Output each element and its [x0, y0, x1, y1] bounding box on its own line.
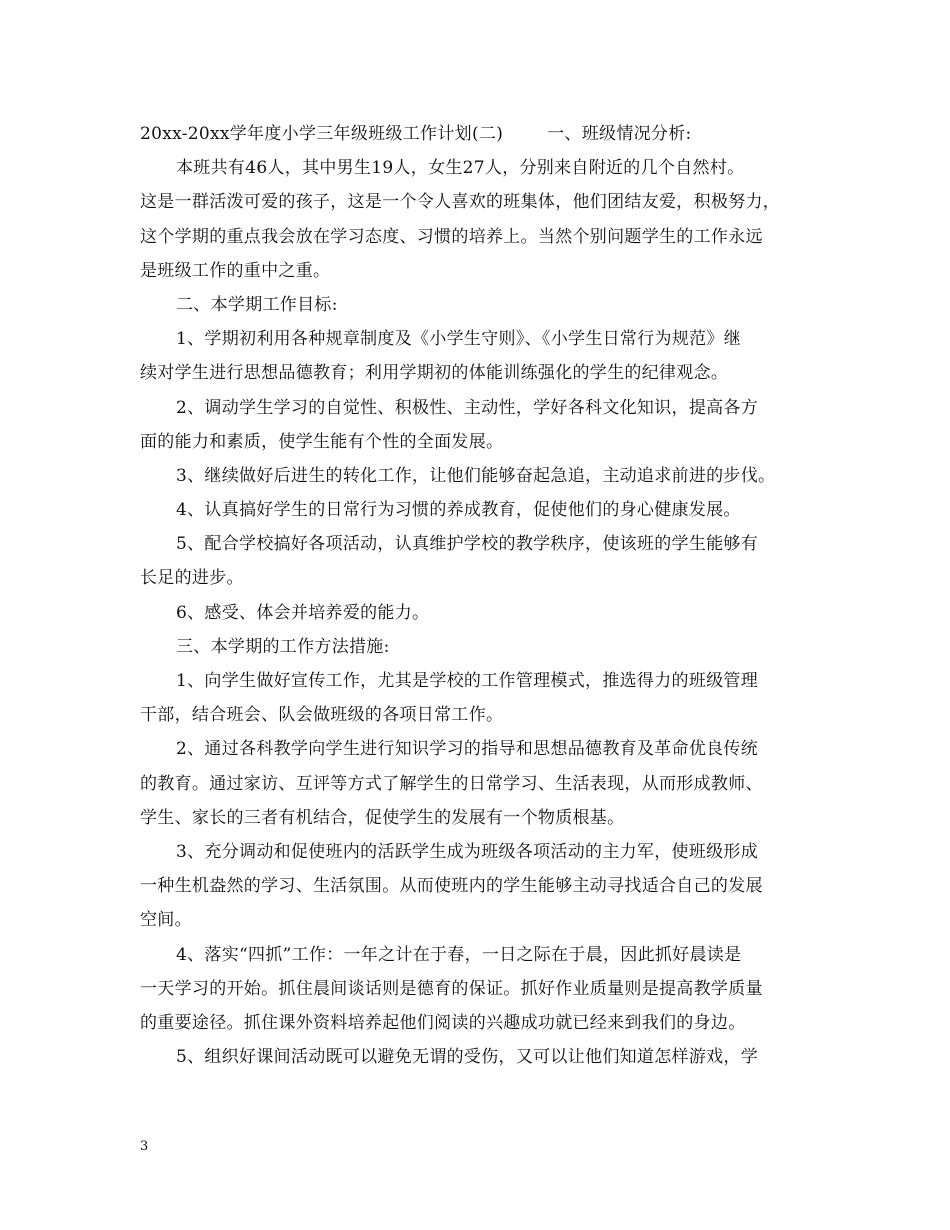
section-heading-goals: 二、本学期工作目标:	[176, 294, 338, 315]
method-item-line: 干部，结合班会、队会做班级的各项日常工作。	[140, 705, 504, 726]
goal-item-line: 长足的进步。	[140, 568, 244, 589]
section-heading-methods: 三、本学期的工作方法措施:	[176, 636, 390, 657]
method-item-line: 学生、家长的三者有机结合，促使学生的发展有一个物质根基。	[140, 807, 625, 828]
method-item-line: 的重要途径。抓住课外资料培养起他们阅读的兴趣成功就已经来到我们的身边。	[140, 1012, 746, 1033]
goal-item-line: 面的能力和素质，使学生能有个性的全面发展。	[140, 431, 504, 452]
method-item-line: 的教育。通过家访、互评等方式了解学生的日常学习、生活表现，从而形成教师、	[140, 773, 763, 794]
goal-item-line: 6、感受、体会并培养爱的能力。	[176, 602, 430, 623]
page-number: 3	[140, 1139, 149, 1154]
goal-item-line: 续对学生进行思想品德教育；利用学期初的体能训练强化的学生的纪律观念。	[140, 363, 729, 384]
document-body	[140, 117, 810, 1074]
goal-item-line: 2、调动学生学习的自觉性、积极性、主动性，学好各科文化知识，提高各方	[176, 397, 759, 418]
paragraph-line: 这个学期的重点我会放在学习态度、习惯的培养上。当然个别问题学生的工作永远	[140, 226, 763, 247]
goal-item-line: 3、继续做好后进生的转化工作，让他们能够奋起急追，主动追求前进的步伐。	[176, 465, 776, 486]
method-item-line: 4、落实“四抓”工作：一年之计在于春，一日之际在于晨，因此抓好晨读是	[176, 944, 742, 965]
goal-item-line: 1、学期初利用各种规章制度及《小学生守则》、《小学生日常行为规范》继	[176, 329, 742, 350]
title-line	[140, 117, 810, 151]
method-item-line: 一种生机盎然的学习、生活氛围。从而使班内的学生能够主动寻找适合自己的发展	[140, 876, 763, 897]
method-item-line: 3、充分调动和促使班内的活跃学生成为班级各项活动的主力军，使班级形成	[176, 841, 759, 862]
method-item-line: 5、组织好课间活动既可以避免无谓的受伤，又可以让他们知道怎样游戏，学	[176, 1047, 759, 1068]
method-item-line: 一天学习的开始。抓住晨间谈话则是德育的保证。抓好作业质量则是提高教学质量	[140, 978, 763, 999]
method-item-line: 2、通过各科教学向学生进行知识学习的指导和思想品德教育及革命优良传统	[176, 739, 759, 760]
document-title: 20xx-20xx学年度小学三年级班级工作计划(二)	[140, 124, 504, 144]
paragraph-line: 这是一群活泼可爱的孩子，这是一个令人喜欢的班集体，他们团结友爱，积极努力，	[140, 192, 781, 213]
method-item-line: 1、向学生做好宣传工作，尤其是学校的工作管理模式，推选得力的班级管理	[176, 671, 759, 691]
goal-item-line: 4、认真搞好学生的日常行为习惯的养成教育，促使他们的身心健康发展。	[176, 500, 741, 521]
method-item-line: 空间。	[140, 910, 192, 931]
goal-item-line: 5、配合学校搞好各项活动，认真维护学校的教学秩序，使该班的学生能够有	[176, 534, 759, 555]
section-heading-class-analysis: 一、班级情况分析:	[547, 124, 692, 144]
paragraph-line: 本班共有46人，其中男生19人，女生27人，分别来自附近的几个自然村。	[176, 158, 745, 179]
paragraph-line: 是班级工作的重中之重。	[140, 260, 331, 281]
